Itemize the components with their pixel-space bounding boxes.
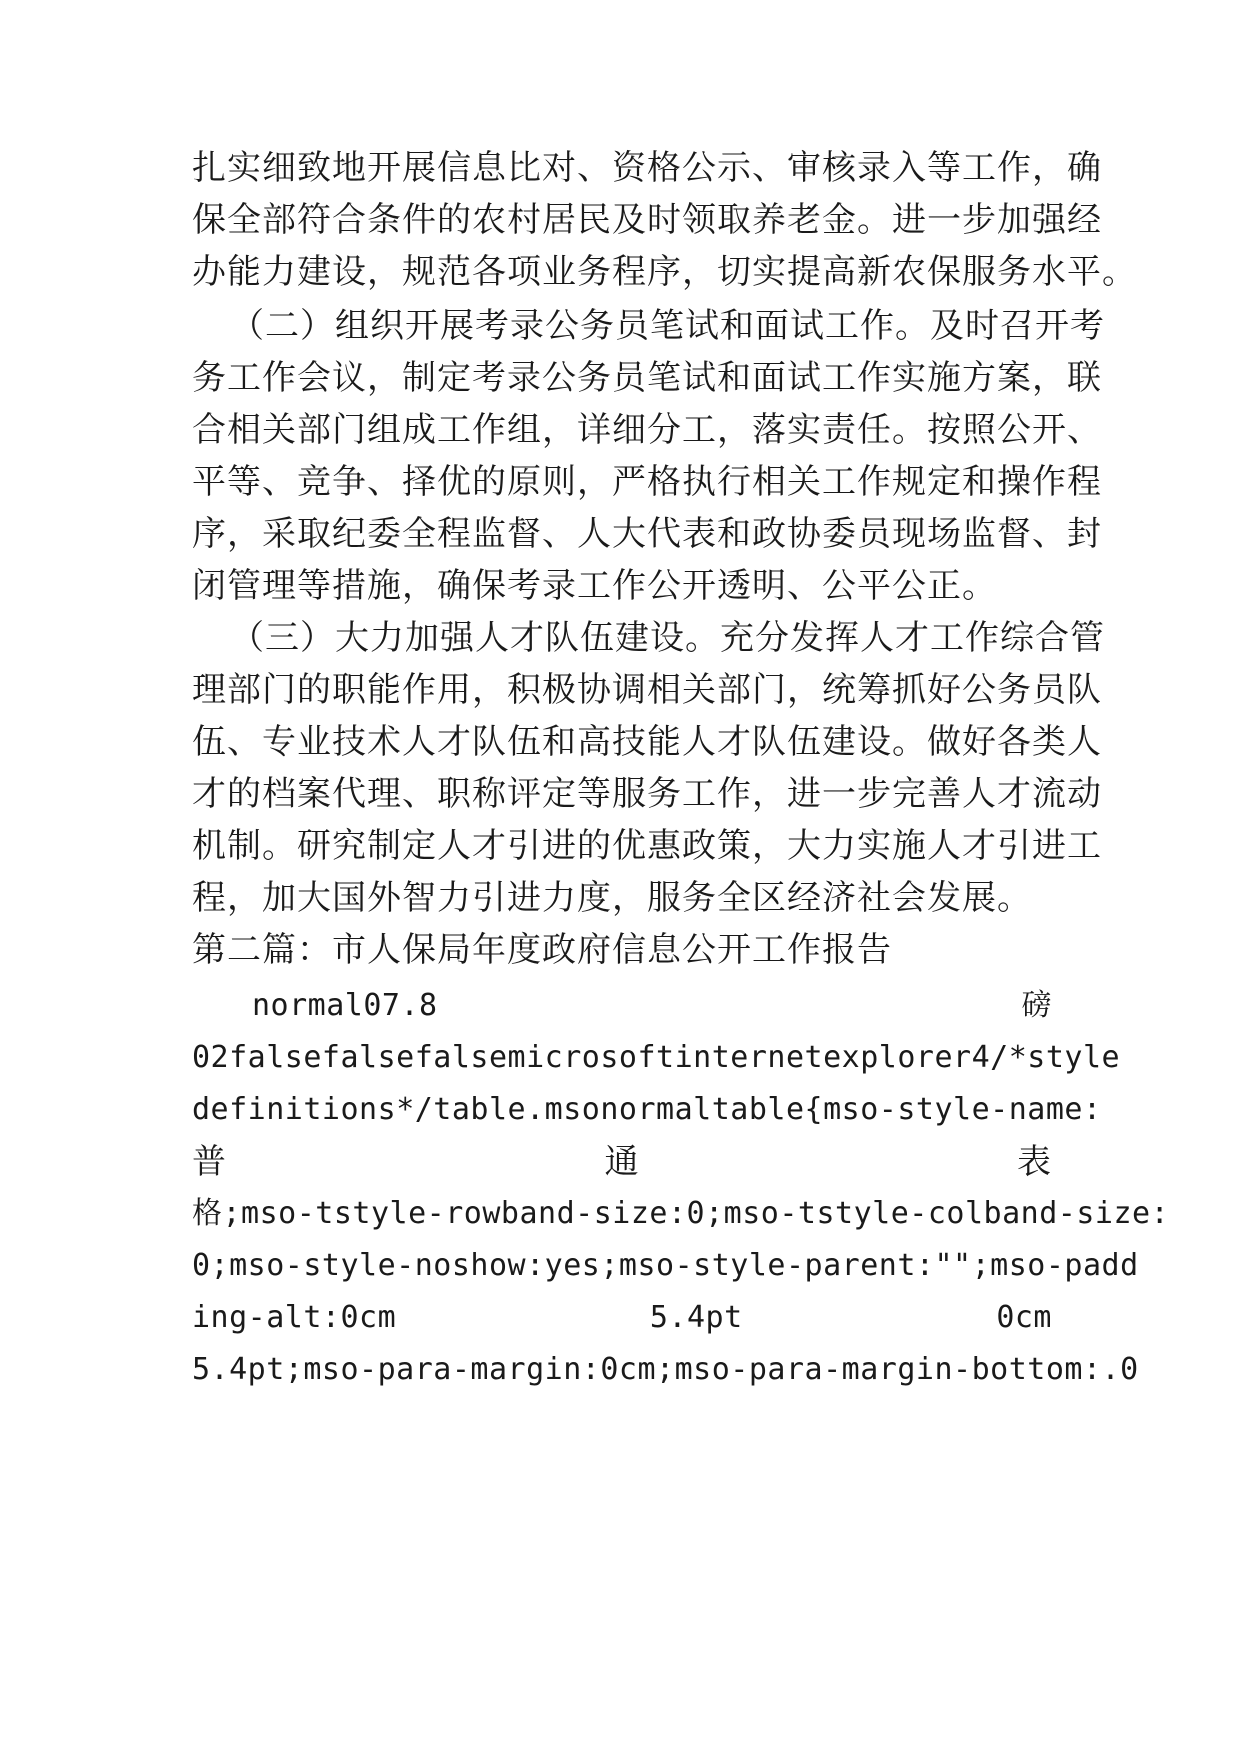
body-text-line: 扎实细致地开展信息比对、资格公示、审核录入等工作，确 [192, 148, 1102, 188]
body-text-line: （二）组织开展考录公务员笔试和面试工作。及时召开考 [230, 306, 1105, 346]
code-text-fragment: 5.4pt [649, 1300, 743, 1335]
code-text-fragment: 表 [1017, 1142, 1052, 1182]
code-text-fragment: normal07.8 [252, 988, 438, 1023]
body-text-line: 序，采取纪委全程监督、人大代表和政协委员现场监督、封 [192, 514, 1102, 554]
body-text-line: （三）大力加强人才队伍建设。充分发挥人才工作综合管 [230, 618, 1105, 658]
code-text-fragment: 0cm [996, 1300, 1052, 1335]
body-text-line: 务工作会议，制定考录公务员笔试和面试工作实施方案，联 [192, 358, 1102, 398]
body-text-line: 机制。研究制定人才引进的优惠政策，大力实施人才引进工 [192, 826, 1102, 866]
code-text-line [192, 1133, 1052, 1191]
body-text-line: 办能力建设，规范各项业务程序，切实提高新农保服务水平。 [192, 252, 1137, 292]
code-text-fragment: ing-alt:0cm [192, 1300, 397, 1335]
body-text-line: 伍、专业技术人才队伍和高技能人才队伍建设。做好各类人 [192, 722, 1102, 762]
code-text-fragment: definitions [192, 1092, 397, 1127]
body-text-line: 程，加大国外智力引进力度，服务全区经济社会发展。 [192, 878, 1032, 918]
body-text-line: 保全部符合条件的农村居民及时领取养老金。进一步加强经 [192, 200, 1102, 240]
code-text-fragment: 普 [192, 1142, 227, 1182]
code-text-line [252, 977, 1052, 1035]
code-text-fragment: */table.msonormaltable{mso-style-name: [396, 1092, 1102, 1127]
code-text-fragment: 通 [604, 1142, 640, 1182]
code-text-line [192, 1029, 1121, 1087]
body-text-line: 合相关部门组成工作组，详细分工，落实责任。按照公开、 [192, 410, 1102, 450]
code-text-line [192, 1289, 1052, 1347]
code-text-line: 0;mso-style-noshow:yes;mso-style-parent:"";mso-padd [192, 1248, 1139, 1283]
code-text-line: 5.4pt;mso-para-margin:0cm;mso-para-margin-bottom:.0 [192, 1352, 1139, 1387]
section-heading: 第二篇：市人保局年度政府信息公开工作报告 [192, 930, 892, 970]
body-text-line: 平等、竞争、择优的原则，严格执行相关工作规定和操作程 [192, 462, 1102, 502]
body-text-line: 才的档案代理、职称评定等服务工作，进一步完善人才流动 [192, 774, 1102, 814]
code-text-fragment: 02falsefalsefalsemicrosoftinternetexplorer4/* [192, 1040, 1028, 1075]
code-text-fragment: 磅 [1021, 988, 1052, 1023]
body-text-line: 闭管理等措施，确保考录工作公开透明、公平公正。 [192, 566, 997, 606]
body-text-line: 理部门的职能作用，积极协调相关部门，统筹抓好公务员队 [192, 670, 1102, 710]
code-text-fragment: style [1027, 1040, 1121, 1075]
code-text-line: 格;mso-tstyle-rowband-size:0;mso-tstyle-colband-size: [192, 1196, 1170, 1231]
code-text-line [192, 1081, 1102, 1139]
